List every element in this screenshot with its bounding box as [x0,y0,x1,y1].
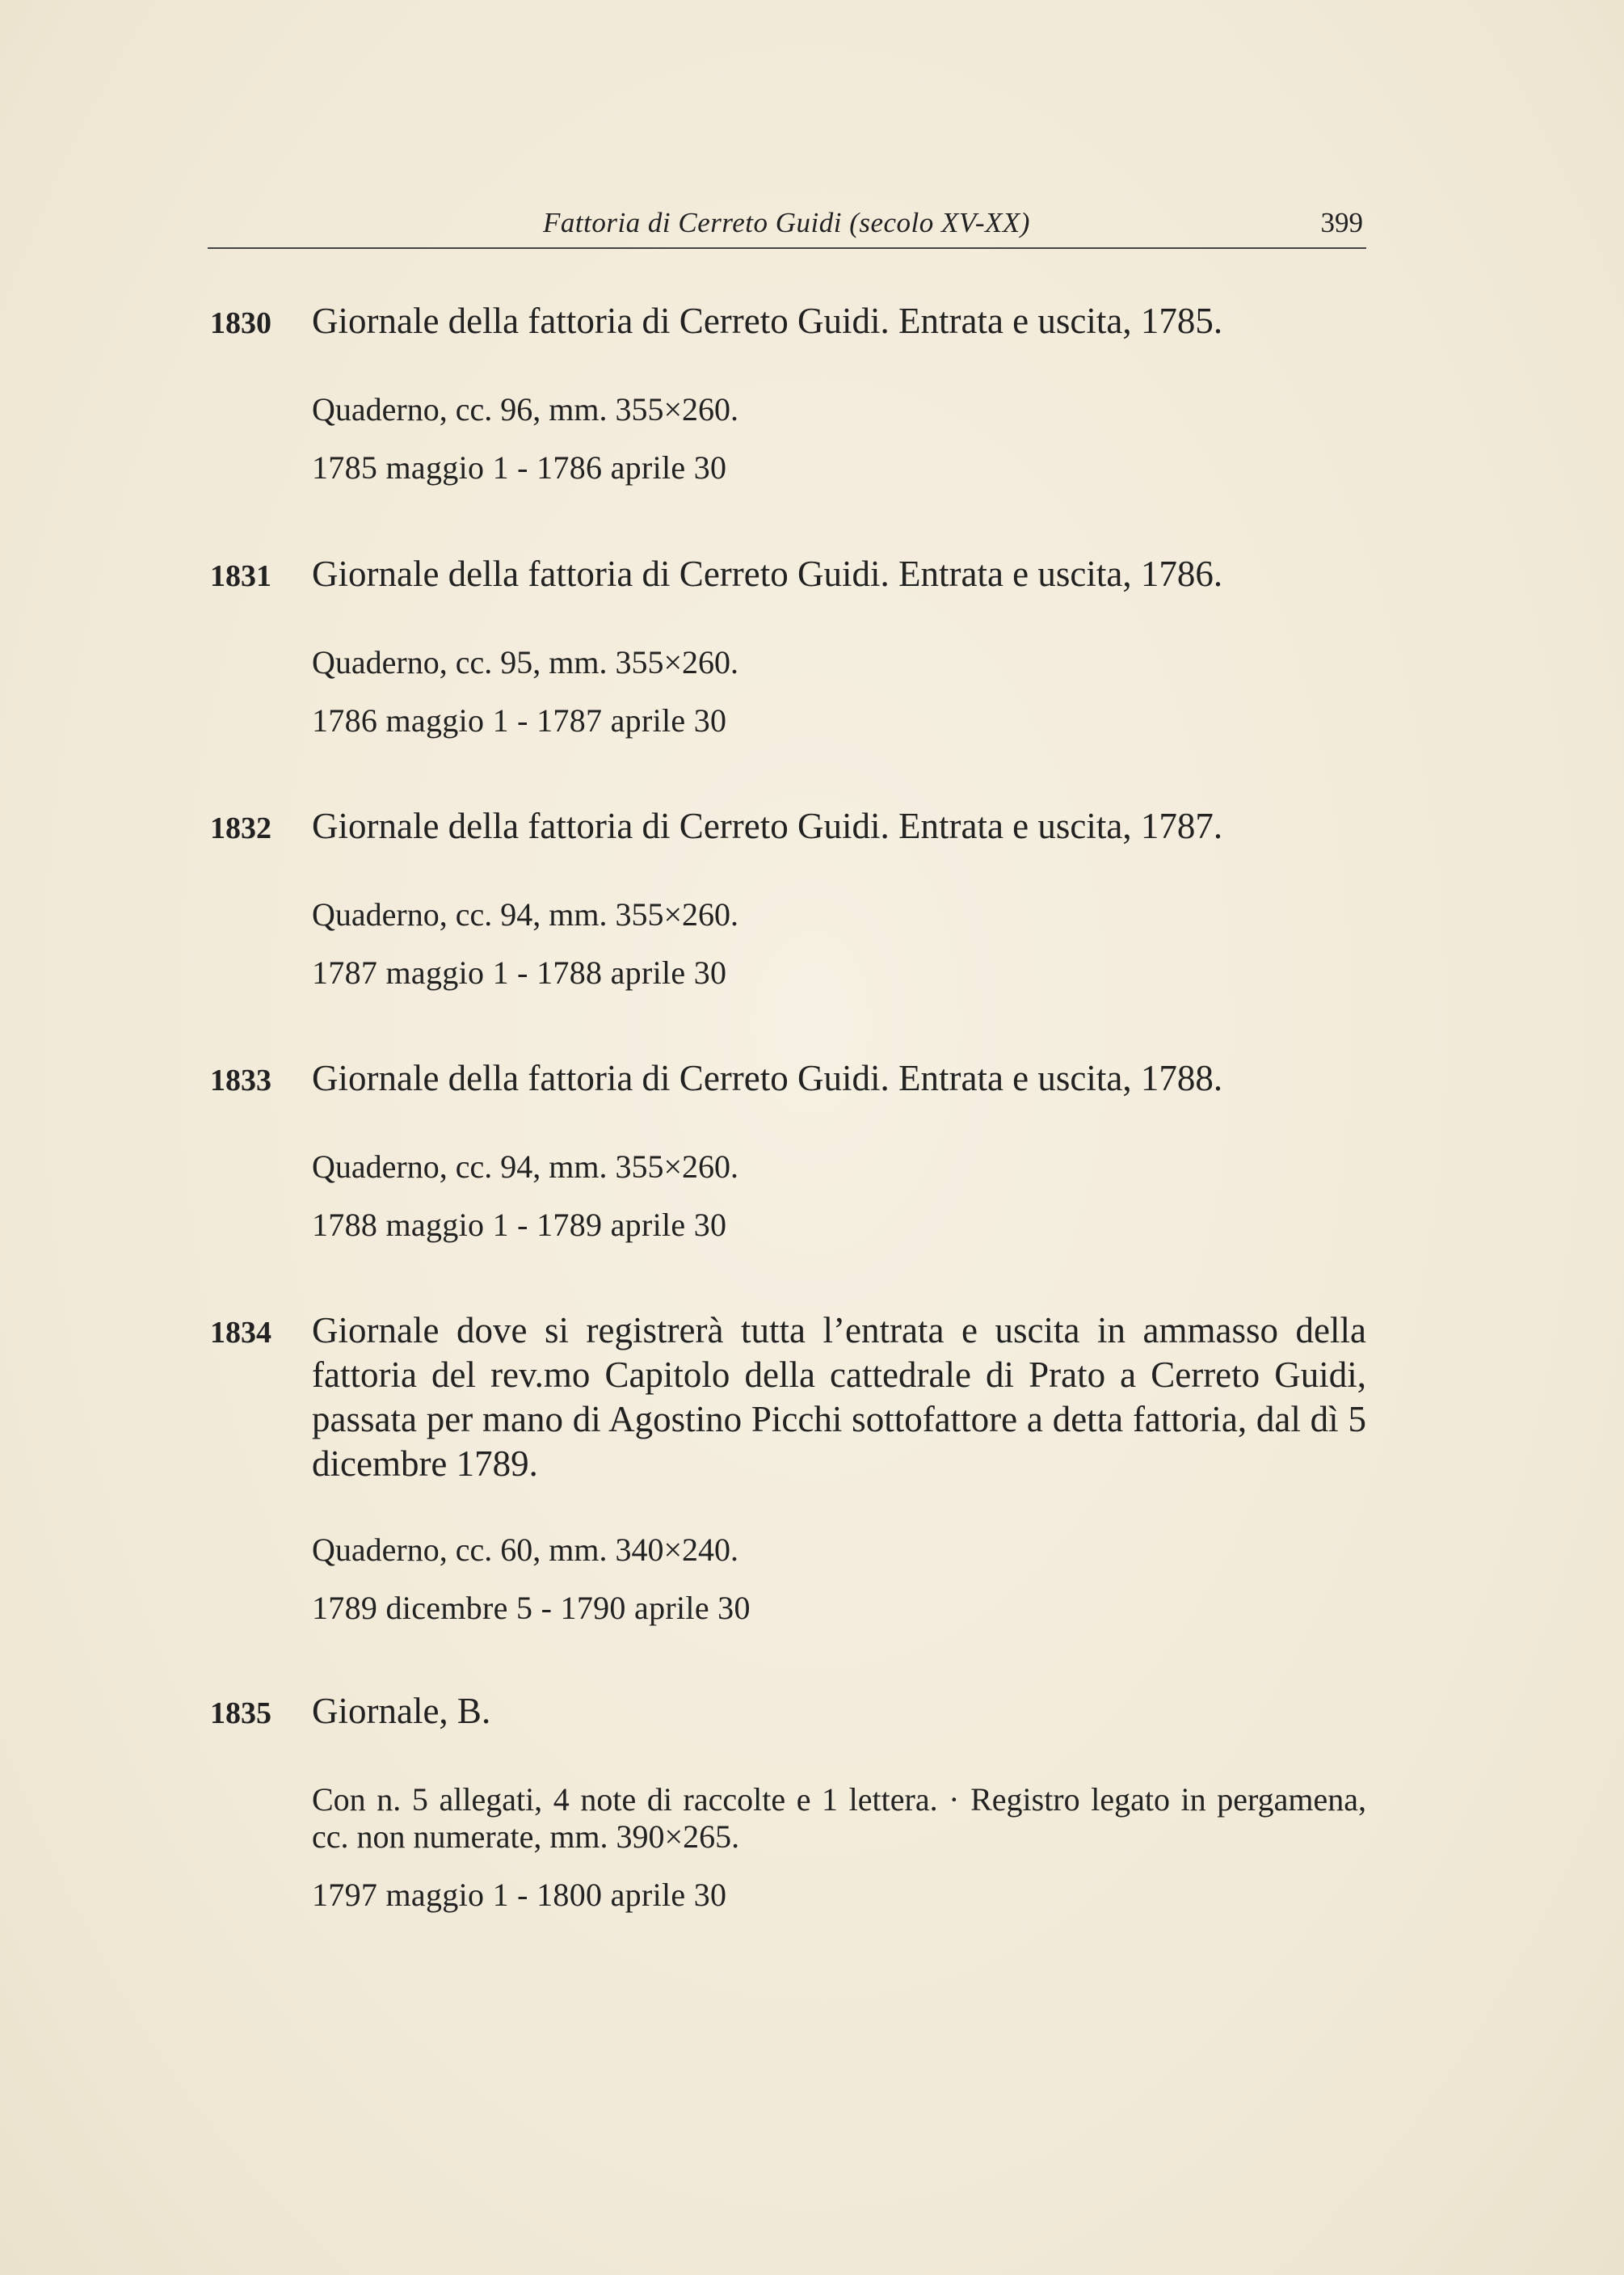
entry-number: 1835 [210,1696,271,1730]
entry-title: Giornale della fattoria di Cerreto Guidi. Entrata e uscita, 1787. [312,806,1223,846]
entry-dates: 1785 maggio 1 - 1786 aprile 30 [312,449,727,486]
page-number: 399 [1320,207,1363,238]
entry-number: 1832 [210,811,271,845]
entry-dates: 1797 maggio 1 - 1800 aprile 30 [312,1877,727,1913]
entry-number: 1831 [210,559,271,593]
entry-description: Quaderno, cc. 95, mm. 355×260. [312,644,739,680]
entry-number: 1833 [210,1064,271,1097]
entry-dates: 1788 maggio 1 - 1789 aprile 30 [312,1207,727,1243]
entry-description: Quaderno, cc. 60, mm. 340×240. [312,1531,739,1568]
entry-description: Quaderno, cc. 96, mm. 355×260. [312,391,739,428]
header-title: Fattoria di Cerreto Guidi (secolo XV-XX) [543,207,1030,238]
entry-dates: 1789 dicembre 5 - 1790 aprile 30 [312,1590,751,1626]
entry-dates: 1787 maggio 1 - 1788 aprile 30 [312,954,727,991]
entry-number: 1830 [210,306,271,340]
entry-number: 1834 [210,1316,271,1350]
entry-title: Giornale della fattoria di Cerreto Guidi. Entrata e uscita, 1785. [312,301,1223,341]
entry-title: Giornale dove si registrerà tutta l’entrata e uscita in ammasso della fattoria del rev.mo Capitolo della cattedrale di Prato a Cerreto Guidi, passata per mano di Agostino Picchi sottofattore a detta fattoria, dal dì 5 dicembre 1789. [312,1310,1366,1484]
entry-description: Con n. 5 allegati, 4 note di raccolte e 1 lettera. · Registro legato in pergamena, cc. non numerate, mm. 390×265. [312,1781,1366,1855]
entry-description: Quaderno, cc. 94, mm. 355×260. [312,896,739,933]
entry-title: Giornale, B. [312,1691,491,1731]
entry-title: Giornale della fattoria di Cerreto Guidi. Entrata e uscita, 1786. [312,554,1223,594]
entry-description: Quaderno, cc. 94, mm. 355×260. [312,1148,739,1185]
entry-title: Giornale della fattoria di Cerreto Guidi. Entrata e uscita, 1788. [312,1058,1223,1098]
running-header [208,204,1366,249]
entry-dates: 1786 maggio 1 - 1787 aprile 30 [312,702,727,739]
